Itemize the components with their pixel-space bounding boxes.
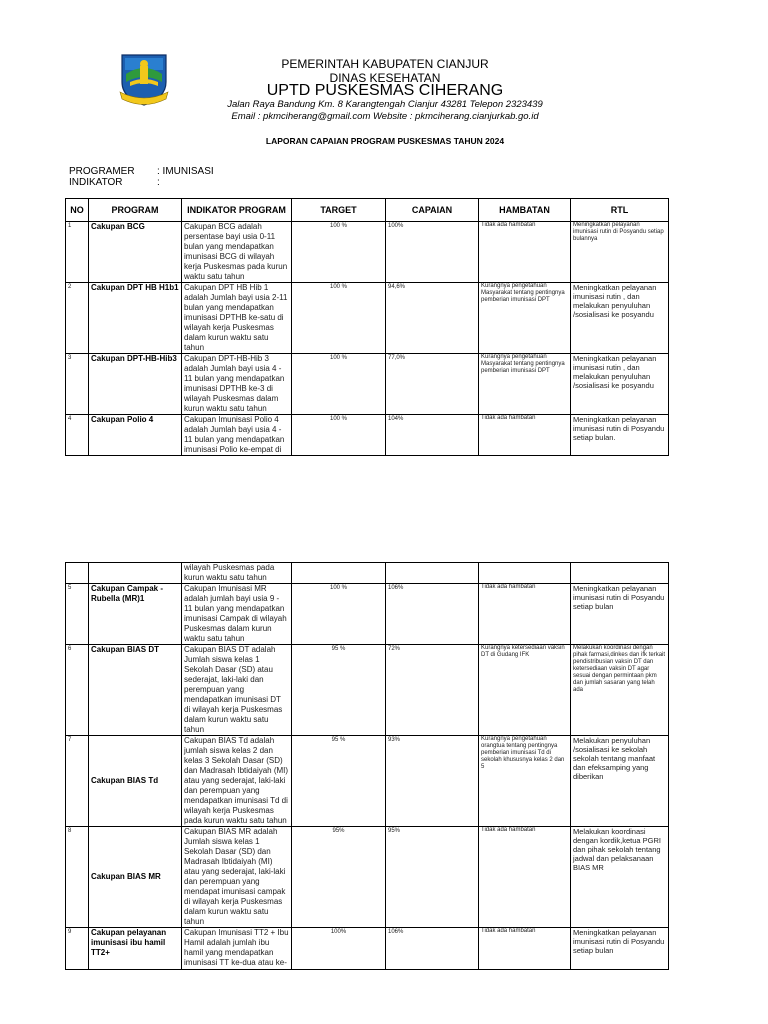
cell-target: 100 % [292, 415, 386, 456]
cell-rtl: Melakukan koordinasi dengan kordik,ketua PGRI dan pihak sekolah tentang jadwal dan pelaksanaan BIAS MR [571, 827, 669, 928]
column-header-target: TARGET [292, 199, 386, 222]
cell-no: 1 [66, 222, 89, 283]
cell-program: Cakupan DPT HB H1b1 [89, 283, 182, 354]
cell-capaian: 106% [386, 584, 479, 645]
cell-hambatan: Kurangnya pengetahuan orangtua tentang pentingnya pemberian imunisasi Td di sekolah khususnya kelas 2 dan 5 [479, 736, 571, 827]
column-header-capaian: CAPAIAN [386, 199, 479, 222]
cell-rtl: Meningkatkan pelayanan imunisasi rutin , dan melakukan penyuluhan /sosialisasi ke posyandu [571, 354, 669, 415]
cell-program: Cakupan BIAS MR [89, 827, 182, 928]
cell-indikator: Cakupan DPT HB Hib 1 adalah Jumlah bayi usia 2-11 bulan yang mendapatkan imunisasi DPTHB ke-satu di wilayah kerja Puskesmas dalam kurun waktu satu tahun [182, 283, 292, 354]
table-row [66, 415, 669, 456]
cell-capaian: 106% [386, 928, 479, 970]
cell-target: 100% [292, 928, 386, 970]
cell-program: Cakupan pelayanan imunisasi ibu hamil TT2+ [89, 928, 182, 970]
cell-indikator: Cakupan Imunisasi Polio 4 adalah Jumlah bayi usia 4 - 11 bulan yang mendapatkan imunisasi Polio ke-empat di [182, 415, 292, 456]
cell-hambatan: Tidak ada hambatan [479, 415, 571, 456]
cell-rtl: Meningkatkan pelayanan imunisasi rutin di Posyandu setiap bulan [571, 928, 669, 970]
cell-no: 8 [66, 827, 89, 928]
cell-program: Cakupan DPT-HB-Hib3 [89, 354, 182, 415]
header-government: PEMERINTAH KABUPATEN CIANJUR [281, 57, 489, 71]
cell-target: 100 % [292, 354, 386, 415]
cell-capaian: 104% [386, 415, 479, 456]
column-header-no: NO [66, 199, 89, 222]
column-header-hambatan: HAMBATAN [479, 199, 571, 222]
cell-target: 100 % [292, 584, 386, 645]
cell-capaian: 95% [386, 827, 479, 928]
cell-capaian: 93% [386, 736, 479, 827]
header-department: DINAS KESEHATAN [329, 71, 441, 85]
cell-hambatan: Kurangnya ketersediaan vaksin DT di Gudang IFK [479, 645, 571, 736]
table-row [66, 827, 669, 928]
cell-no: 6 [66, 645, 89, 736]
cell-indikator: Cakupan BIAS DT adalah Jumlah siswa kelas 1 Sekolah Dasar (SD) atau sederajat, laki-laki dan perempuan yang mendapatkan imunisasi DT di wilayah kerja Puskesmas dalam kurun waktu satu tahun [182, 645, 292, 736]
table-row [66, 354, 669, 415]
cell-no: 2 [66, 283, 89, 354]
table-row [66, 584, 669, 645]
cell-no: 4 [66, 415, 89, 456]
cianjur-emblem-logo [118, 52, 170, 108]
report-table-continued [65, 562, 669, 970]
column-header-rtl: RTL [571, 199, 669, 222]
cell-capaian: 94,6% [386, 283, 479, 354]
cell-target: 95 % [292, 645, 386, 736]
cell-program: Cakupan BIAS DT [89, 645, 182, 736]
cell-hambatan: Tidak ada hambatan [479, 584, 571, 645]
cell-target: 95 % [292, 736, 386, 827]
meta-programer [69, 166, 214, 177]
header-institution: UPTD PUSKESMAS CIHERANG [266, 82, 504, 99]
column-header-indikator: INDIKATOR PROGRAM [182, 199, 292, 222]
cell-no [66, 563, 89, 584]
programer-value: : IMUNISASI [157, 166, 214, 177]
cell-no: 7 [66, 736, 89, 827]
cell-rtl: Melakukan penyuluhan /sosialisasi ke sekolah sekolah tentang manfaat dan efeksamping yang diberikan [571, 736, 669, 827]
cell-indikator: Cakupan DPT-HB-Hib 3 adalah Jumlah bayi usia 4 - 11 bulan yang mendapatkan imunisasi DPTHB ke-3 di wilayah Puskesmas dalam kurun waktu satu tahun [182, 354, 292, 415]
table-row [66, 645, 669, 736]
cell-hambatan: Kurangnya pengetahuan Masyarakat tentang pentingnya pemberian imunisasi DPT [479, 354, 571, 415]
header-address: Jalan Raya Bandung Km. 8 Karangtengah Cianjur 43281 Telepon 2323439 [227, 99, 543, 110]
report-table [65, 198, 669, 456]
cell-program [89, 563, 182, 584]
cell-program: Cakupan Polio 4 [89, 415, 182, 456]
cell-no: 5 [66, 584, 89, 645]
table-row [66, 283, 669, 354]
cell-program: Cakupan BCG [89, 222, 182, 283]
cell-rtl: Meningkatkan pelayanan imunisasi rutin di Posyandu setiap bulan. [571, 415, 669, 456]
cell-rtl [571, 563, 669, 584]
cell-capaian [386, 563, 479, 584]
cell-hambatan: Tidak ada hambatan [479, 928, 571, 970]
cell-program: Cakupan BIAS Td [89, 736, 182, 827]
cell-target [292, 563, 386, 584]
table-header-row [66, 199, 669, 222]
header-contact: Email : pkmciherang@gmail.com Website : pkmciherang.cianjurkab.go.id [231, 111, 539, 122]
table-row [66, 928, 669, 970]
table-row [66, 736, 669, 827]
programer-label: PROGRAMER [69, 166, 135, 177]
meta-indikator [69, 177, 160, 188]
cell-rtl: Meningkatkan pelayanan imunisasi rutin di Posyandu setiap bulan [571, 584, 669, 645]
cell-capaian: 100% [386, 222, 479, 283]
table-row [66, 563, 669, 584]
cell-program: Cakupan Campak - Rubella (MR)1 [89, 584, 182, 645]
cell-hambatan [479, 563, 571, 584]
cell-no: 9 [66, 928, 89, 970]
report-title: LAPORAN CAPAIAN PROGRAM PUSKESMAS TAHUN 2024 [265, 136, 505, 146]
cell-rtl: Melakukan koordinasi dengan pihak farmasi,dinkes dan ifk terkait pendistribusian vaksin DT dan ketersediaan vaksin DT agar sesuai dengan permintaan pkm dan jumlah sasaran yang telah ada [571, 645, 669, 736]
cell-indikator: Cakupan Imunisasi TT2 + Ibu Hamil adalah jumlah ibu hamil yang mendapatkan imunisasi TT ke-dua atau ke- [182, 928, 292, 970]
column-header-program: PROGRAM [89, 199, 182, 222]
cell-target: 95% [292, 827, 386, 928]
cell-indikator: wilayah Puskesmas pada kurun waktu satu tahun [182, 563, 292, 584]
indikator-value: : [157, 177, 160, 188]
cell-hambatan: Kurangnya pengetahuan Masyarakat tentang pentingnya pemberian imunisasi DPT [479, 283, 571, 354]
indikator-label: INDIKATOR [69, 177, 123, 188]
cell-target: 100 % [292, 283, 386, 354]
cell-indikator: Cakupan BIAS MR adalah Jumlah siswa kelas 1 Sekolah Dasar (SD) dan Madrasah Ibtidaiyah (MI) atau yang sederajat, laki-laki dan perempuan yang mendapat imunisasi campak di wilayah kerja Puskesmas dalam kurun waktu satu tahun [182, 827, 292, 928]
cell-indikator: Cakupan BIAS Td adalah jumlah siswa kelas 2 dan kelas 3 Sekolah Dasar (SD) dan Madrasah Ibtidaiyah (MI) atau yang sederajat, laki-laki dan perempuan yang mendapatkan imunisasi Td di wilayah kerja Puskesmas pada kurun waktu satu tahun [182, 736, 292, 827]
cell-hambatan: Tidak ada hambatan [479, 827, 571, 928]
cell-no: 3 [66, 354, 89, 415]
cell-rtl: Meningkatkan pelayanan imunisasi rutin di Posyandu setiap bulannya [571, 222, 669, 283]
cell-rtl: Meningkatkan pelayanan imunisasi rutin , dan melakukan penyuluhan /sosialisasi ke posyandu [571, 283, 669, 354]
cell-hambatan: Tidak ada hambatan [479, 222, 571, 283]
cell-capaian: 72% [386, 645, 479, 736]
cell-indikator: Cakupan Imunisasi MR adalah jumlah bayi usia 9 - 11 bulan yang mendapatkan imunisasi Campak di wilayah Puskesmas dalam kurun waktu satu tahun [182, 584, 292, 645]
cell-indikator: Cakupan BCG adalah persentase bayi usia 0-11 bulan yang mendapatkan imunisasi BCG di wilayah kerja Puskesmas pada kurun waktu satu tahun [182, 222, 292, 283]
table-row [66, 222, 669, 283]
cell-capaian: 77,0% [386, 354, 479, 415]
cell-target: 100 % [292, 222, 386, 283]
